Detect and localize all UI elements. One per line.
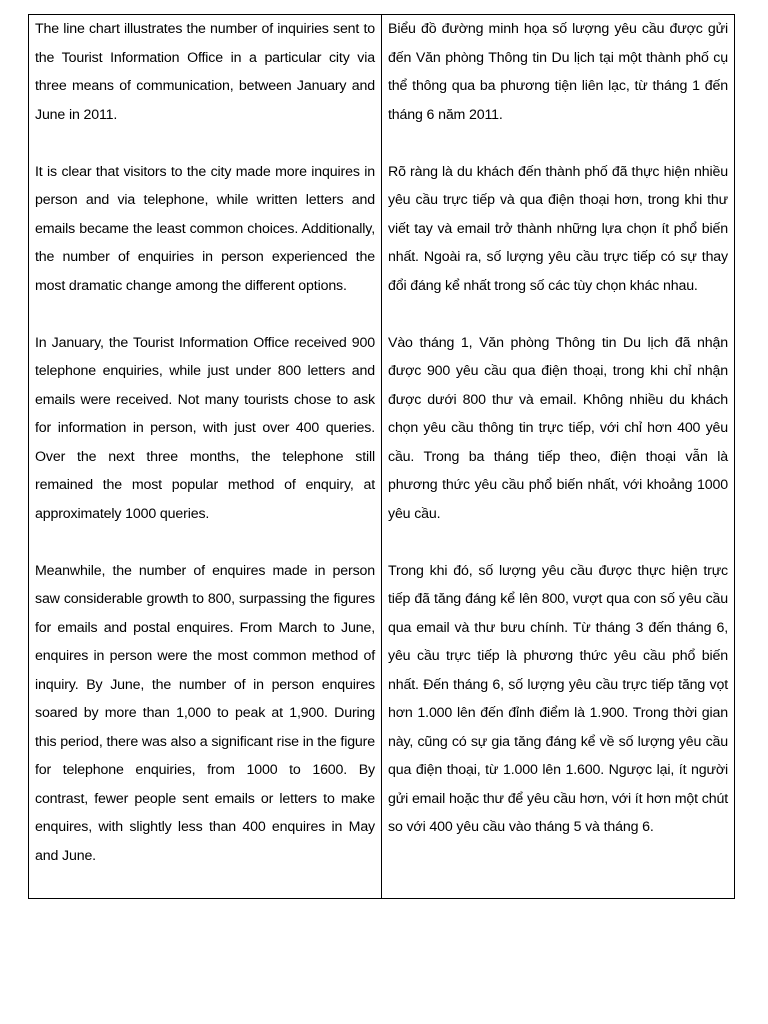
paragraph-spacer xyxy=(388,528,728,557)
english-paragraph-overview: It is clear that visitors to the city made more inquires in person and via telephone, while written letters and emails became the least common choices. Additionally, the number of enquiries in person experienced the most dramatic change among the different options. xyxy=(35,163,375,294)
vietnamese-column xyxy=(382,15,734,898)
english-paragraph-body-1: In January, the Tourist Information Office received 900 telephone enquiries, while just under 800 letters and emails were received. Not many tourists chose to ask for information in person, with just over 400 queries. Over the next three months, the telephone still remained the most popular method of enquiry, at approximately 1000 queries. xyxy=(35,334,375,522)
vietnamese-paragraph-body-2: Trong khi đó, số lượng yêu cầu được thực hiện trực tiếp đã tăng đáng kể lên 800, vượt qua con số yêu cầu qua email và thư bưu chính. Từ tháng 3 đến tháng 6, yêu cầu trực tiếp là phương thức yêu cầu phổ biến nhất. Đến tháng 6, số lượng yêu cầu trực tiếp tăng vọt hơn 1.000 lên đến đỉnh điểm là 1.900. Trong thời gian này, cũng có sự gia tăng đáng kể về số lượng yêu cầu qua điện thoại, từ 1.000 lên 1.600. Ngược lại, ít người gửi email hoặc thư để yêu cầu hơn, với ít hơn một chút so với 400 yêu cầu vào tháng 5 và tháng 6. xyxy=(388,562,728,835)
english-paragraph-intro: The line chart illustrates the number of inquiries sent to the Tourist Information Office in a particular city via three means of communication, between January and June in 2011. xyxy=(35,21,375,123)
vietnamese-paragraph-body-1: Vào tháng 1, Văn phòng Thông tin Du lịch đã nhận được 900 yêu cầu qua điện thoại, trong khi chỉ nhận được dưới 800 thư và email. Không nhiều du khách chọn yêu cầu thông tin trực tiếp, với chỉ hơn 400 yêu cầu. Trong ba tháng tiếp theo, điện thoại vẫn là phương thức yêu cầu phổ biến nhất, với khoảng 1000 yêu cầu. xyxy=(388,334,728,522)
english-column xyxy=(29,15,382,898)
english-paragraph-body-2: Meanwhile, the number of enquires made in person saw considerable growth to 800, surpassing the figures for emails and postal enquires. From March to June, enquires in person were the most common method of inquiry. By June, the number of in person enquires soared by more than 1,000 to peak at 1,900. During this period, there was also a significant rise in the figure for telephone enquiries, from 1000 to 1600. By contrast, fewer people sent emails or letters to make enquires, with slightly less than 400 enquires in May and June. xyxy=(35,562,375,864)
vietnamese-paragraph-overview: Rõ ràng là du khách đến thành phố đã thực hiện nhiều yêu cầu trực tiếp và qua điện thoại hơn, trong khi thư viết tay và email trở thành những lựa chọn ít phổ biến nhất. Ngoài ra, số lượng yêu cầu trực tiếp có sự thay đổi đáng kể nhất trong số các tùy chọn khác nhau. xyxy=(388,163,728,294)
vietnamese-paragraph-intro: Biểu đồ đường minh họa số lượng yêu cầu được gửi đến Văn phòng Thông tin Du lịch tại một thành phố cụ thể thông qua ba phương tiện liên lạc, từ tháng 1 đến tháng 6 năm 2011. xyxy=(388,21,728,123)
translation-table xyxy=(28,14,735,899)
paragraph-spacer xyxy=(388,300,728,329)
